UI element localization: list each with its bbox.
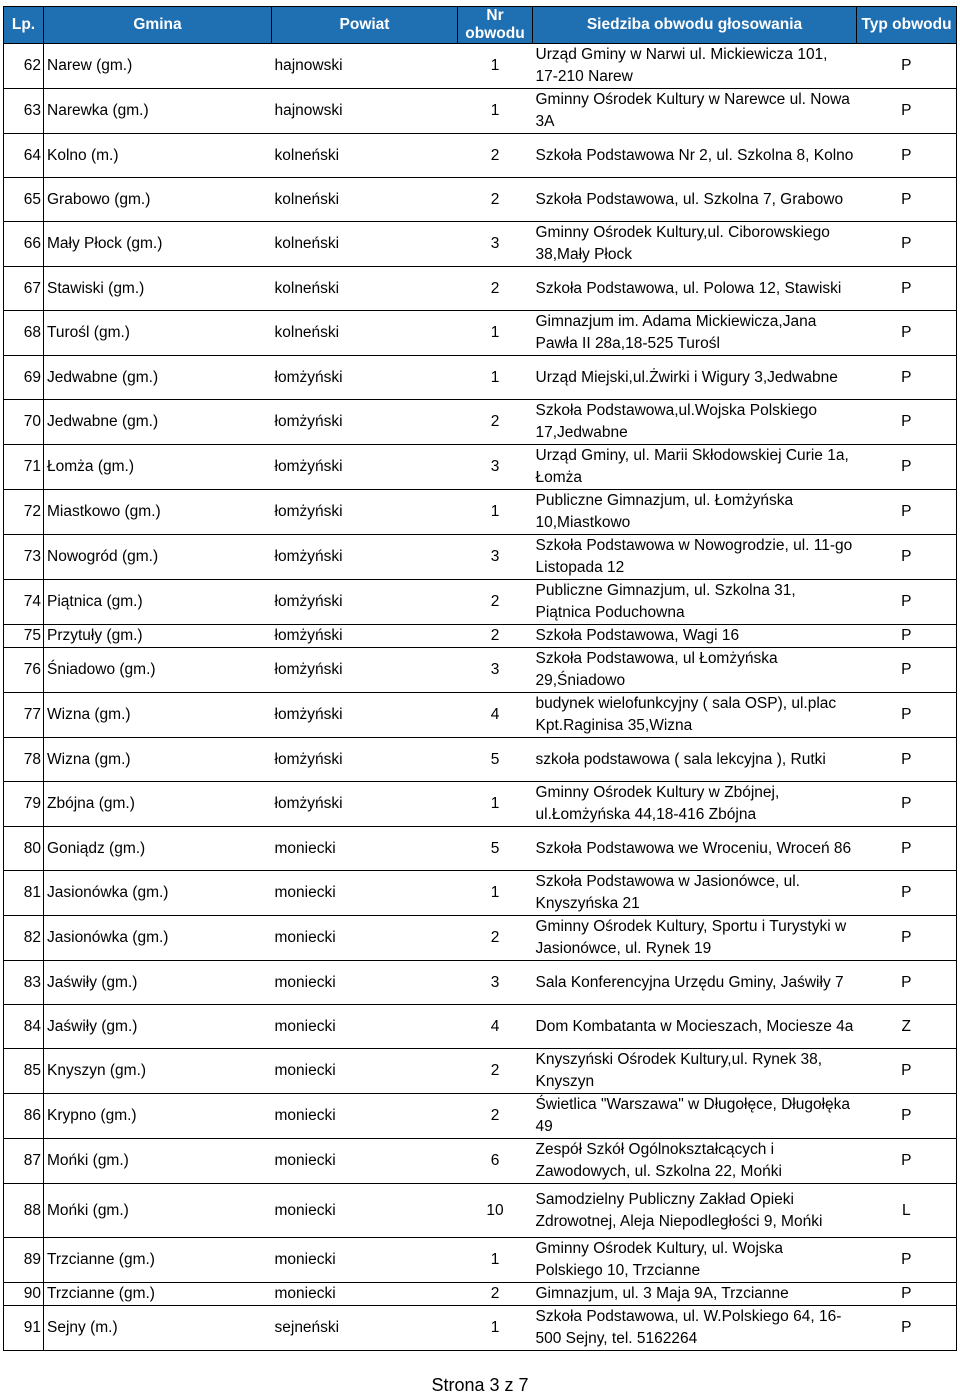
cell-lp: 87 [4,1139,44,1184]
cell-nr-obwodu: 1 [458,356,533,400]
cell-gmina: Knyszyn (gm.) [44,1049,272,1094]
cell-nr-obwodu: 4 [458,1005,533,1049]
cell-typ-obwodu: P [857,445,957,490]
header-lp: Lp. [4,7,44,44]
cell-typ-obwodu: P [857,89,957,134]
cell-siedziba: Gimnazjum, ul. 3 Maja 9A, Trzcianne [533,1283,857,1306]
cell-nr-obwodu: 2 [458,267,533,311]
cell-nr-obwodu: 3 [458,648,533,693]
cell-siedziba: Dom Kombatanta w Mocieszach, Mociesze 4a [533,1005,857,1049]
cell-nr-obwodu: 3 [458,445,533,490]
cell-gmina: Mońki (gm.) [44,1139,272,1184]
table-row [4,738,957,782]
cell-typ-obwodu: P [857,1139,957,1184]
cell-siedziba: Szkoła Podstawowa, ul. Szkolna 7, Grabowo [533,178,857,222]
cell-nr-obwodu: 2 [458,625,533,648]
cell-lp: 72 [4,490,44,535]
cell-lp: 90 [4,1283,44,1306]
cell-lp: 65 [4,178,44,222]
cell-powiat: łomżyński [272,782,458,827]
table-header-row [4,7,957,44]
cell-gmina: Trzcianne (gm.) [44,1283,272,1306]
cell-siedziba: Gimnazjum im. Adama Mickiewicza,Jana Pawła II 28a,18-525 Turośl [533,311,857,356]
cell-powiat: sejneński [272,1306,458,1351]
table-row [4,1238,957,1283]
cell-nr-obwodu: 1 [458,782,533,827]
cell-typ-obwodu: P [857,1283,957,1306]
cell-lp: 88 [4,1184,44,1238]
cell-siedziba: Szkoła Podstawowa w Jasionówce, ul. Knyszyńska 21 [533,871,857,916]
cell-nr-obwodu: 5 [458,738,533,782]
cell-powiat: kolneński [272,178,458,222]
cell-lp: 79 [4,782,44,827]
cell-typ-obwodu: P [857,1049,957,1094]
cell-nr-obwodu: 1 [458,1306,533,1351]
cell-gmina: Jasionówka (gm.) [44,916,272,961]
cell-powiat: moniecki [272,1094,458,1139]
cell-nr-obwodu: 1 [458,490,533,535]
cell-typ-obwodu: P [857,648,957,693]
cell-nr-obwodu: 2 [458,1094,533,1139]
cell-lp: 67 [4,267,44,311]
cell-gmina: Mońki (gm.) [44,1184,272,1238]
cell-siedziba: Szkoła Podstawowa, Wagi 16 [533,625,857,648]
cell-powiat: łomżyński [272,490,458,535]
cell-nr-obwodu: 1 [458,89,533,134]
cell-gmina: Kolno (m.) [44,134,272,178]
cell-nr-obwodu: 2 [458,134,533,178]
cell-gmina: Łomża (gm.) [44,445,272,490]
cell-gmina: Trzcianne (gm.) [44,1238,272,1283]
cell-lp: 69 [4,356,44,400]
cell-gmina: Narew (gm.) [44,44,272,89]
cell-siedziba: Zespół Szkół Ogólnokształcących i Zawodowych, ul. Szkolna 22, Mońki [533,1139,857,1184]
cell-powiat: łomżyński [272,648,458,693]
cell-typ-obwodu: P [857,961,957,1005]
polling-stations-table [3,6,957,1351]
header-powiat: Powiat [272,7,458,44]
cell-typ-obwodu: P [857,738,957,782]
cell-typ-obwodu: P [857,178,957,222]
table-row [4,490,957,535]
cell-powiat: kolneński [272,267,458,311]
table-row [4,693,957,738]
cell-siedziba: Urząd Miejski,ul.Żwirki i Wigury 3,Jedwabne [533,356,857,400]
cell-lp: 89 [4,1238,44,1283]
cell-typ-obwodu: P [857,490,957,535]
cell-nr-obwodu: 10 [458,1184,533,1238]
cell-typ-obwodu: P [857,580,957,625]
cell-nr-obwodu: 2 [458,580,533,625]
table-row [4,178,957,222]
table-row [4,827,957,871]
cell-gmina: Wizna (gm.) [44,693,272,738]
cell-gmina: Przytuły (gm.) [44,625,272,648]
cell-powiat: łomżyński [272,445,458,490]
cell-gmina: Jedwabne (gm.) [44,356,272,400]
table-row [4,1049,957,1094]
cell-typ-obwodu: P [857,535,957,580]
cell-gmina: Krypno (gm.) [44,1094,272,1139]
cell-siedziba: Szkoła Podstawowa Nr 2, ul. Szkolna 8, Kolno [533,134,857,178]
cell-powiat: kolneński [272,134,458,178]
cell-typ-obwodu: P [857,693,957,738]
cell-lp: 80 [4,827,44,871]
table-row [4,134,957,178]
cell-gmina: Jedwabne (gm.) [44,400,272,445]
cell-nr-obwodu: 2 [458,1283,533,1306]
cell-lp: 81 [4,871,44,916]
cell-siedziba: Gminny Ośrodek Kultury, ul. Wojska Polskiego 10, Trzcianne [533,1238,857,1283]
header-siedziba: Siedziba obwodu głosowania [533,7,857,44]
cell-siedziba: Publiczne Gimnazjum, ul. Szkolna 31, Piątnica Poduchowna [533,580,857,625]
cell-lp: 73 [4,535,44,580]
cell-gmina: Wizna (gm.) [44,738,272,782]
cell-nr-obwodu: 6 [458,1139,533,1184]
cell-typ-obwodu: P [857,1306,957,1351]
cell-siedziba: Publiczne Gimnazjum, ul. Łomżyńska 10,Miastkowo [533,490,857,535]
cell-gmina: Mały Płock (gm.) [44,222,272,267]
table-row [4,1306,957,1351]
cell-gmina: Piątnica (gm.) [44,580,272,625]
cell-lp: 71 [4,445,44,490]
cell-typ-obwodu: P [857,827,957,871]
cell-nr-obwodu: 3 [458,961,533,1005]
cell-typ-obwodu: Z [857,1005,957,1049]
table-row [4,535,957,580]
cell-nr-obwodu: 2 [458,916,533,961]
header-gmina: Gmina [44,7,272,44]
cell-gmina: Stawiski (gm.) [44,267,272,311]
cell-lp: 62 [4,44,44,89]
cell-siedziba: Gminny Ośrodek Kultury w Zbójnej, ul.Łomżyńska 44,18-416 Zbójna [533,782,857,827]
cell-gmina: Śniadowo (gm.) [44,648,272,693]
cell-lp: 85 [4,1049,44,1094]
cell-lp: 84 [4,1005,44,1049]
cell-typ-obwodu: P [857,871,957,916]
cell-typ-obwodu: P [857,267,957,311]
cell-powiat: moniecki [272,1139,458,1184]
cell-gmina: Jaświły (gm.) [44,961,272,1005]
cell-lp: 66 [4,222,44,267]
cell-typ-obwodu: P [857,356,957,400]
cell-powiat: moniecki [272,871,458,916]
cell-powiat: moniecki [272,1049,458,1094]
cell-nr-obwodu: 5 [458,827,533,871]
cell-powiat: hajnowski [272,44,458,89]
cell-siedziba: Urząd Gminy, ul. Marii Skłodowskiej Curie 1a, Łomża [533,445,857,490]
table-row [4,445,957,490]
cell-powiat: łomżyński [272,580,458,625]
table-row [4,1283,957,1306]
cell-powiat: moniecki [272,1184,458,1238]
cell-nr-obwodu: 1 [458,311,533,356]
cell-lp: 70 [4,400,44,445]
cell-typ-obwodu: P [857,222,957,267]
cell-lp: 86 [4,1094,44,1139]
cell-powiat: łomżyński [272,625,458,648]
table-row [4,1094,957,1139]
table-row [4,871,957,916]
header-typ-obwodu: Typ obwodu [857,7,957,44]
table-row [4,648,957,693]
cell-nr-obwodu: 2 [458,178,533,222]
table-row [4,782,957,827]
cell-lp: 91 [4,1306,44,1351]
cell-typ-obwodu: P [857,311,957,356]
cell-powiat: łomżyński [272,356,458,400]
table-row [4,1005,957,1049]
cell-gmina: Goniądz (gm.) [44,827,272,871]
cell-lp: 75 [4,625,44,648]
cell-powiat: moniecki [272,916,458,961]
table-row [4,222,957,267]
cell-nr-obwodu: 1 [458,44,533,89]
cell-lp: 78 [4,738,44,782]
cell-nr-obwodu: 1 [458,1238,533,1283]
cell-siedziba: Sala Konferencyjna Urzędu Gminy, Jaświły 7 [533,961,857,1005]
cell-powiat: łomżyński [272,535,458,580]
cell-siedziba: Świetlica "Warszawa" w Długołęce, Długołęka 49 [533,1094,857,1139]
cell-powiat: moniecki [272,827,458,871]
cell-powiat: łomżyński [272,693,458,738]
cell-lp: 74 [4,580,44,625]
table-row [4,400,957,445]
cell-gmina: Jasionówka (gm.) [44,871,272,916]
cell-siedziba: Urząd Gminy w Narwi ul. Mickiewicza 101, 17-210 Narew [533,44,857,89]
cell-typ-obwodu: P [857,1094,957,1139]
cell-typ-obwodu: P [857,625,957,648]
cell-gmina: Nowogród (gm.) [44,535,272,580]
cell-nr-obwodu: 2 [458,400,533,445]
cell-powiat: moniecki [272,1238,458,1283]
cell-nr-obwodu: 4 [458,693,533,738]
cell-gmina: Miastkowo (gm.) [44,490,272,535]
cell-lp: 82 [4,916,44,961]
table-row [4,961,957,1005]
cell-lp: 63 [4,89,44,134]
cell-siedziba: Szkoła Podstawowa, ul. W.Polskiego 64, 16-500 Sejny, tel. 5162264 [533,1306,857,1351]
cell-lp: 76 [4,648,44,693]
cell-lp: 83 [4,961,44,1005]
table-row [4,1139,957,1184]
cell-nr-obwodu: 3 [458,222,533,267]
cell-lp: 64 [4,134,44,178]
cell-typ-obwodu: L [857,1184,957,1238]
cell-siedziba: Szkoła Podstawowa w Nowogrodzie, ul. 11-go Listopada 12 [533,535,857,580]
cell-siedziba: szkoła podstawowa ( sala lekcyjna ), Rutki [533,738,857,782]
cell-typ-obwodu: P [857,400,957,445]
table-row [4,311,957,356]
cell-siedziba: Gminny Ośrodek Kultury w Narewce ul. Nowa 3A [533,89,857,134]
page-footer: Strona 3 z 7 [431,1375,529,1395]
cell-typ-obwodu: P [857,782,957,827]
cell-siedziba: Szkoła Podstawowa we Wroceniu, Wroceń 86 [533,827,857,871]
cell-typ-obwodu: P [857,1238,957,1283]
cell-nr-obwodu: 1 [458,871,533,916]
cell-siedziba: Samodzielny Publiczny Zakład Opieki Zdrowotnej, Aleja Niepodległości 9, Mońki [533,1184,857,1238]
cell-nr-obwodu: 2 [458,1049,533,1094]
cell-typ-obwodu: P [857,44,957,89]
cell-gmina: Narewka (gm.) [44,89,272,134]
cell-powiat: łomżyński [272,400,458,445]
cell-powiat: moniecki [272,1283,458,1306]
cell-typ-obwodu: P [857,916,957,961]
cell-siedziba: Szkoła Podstawowa, ul Łomżyńska 29,Śniadowo [533,648,857,693]
cell-typ-obwodu: P [857,134,957,178]
table-row [4,267,957,311]
table-row [4,916,957,961]
cell-gmina: Sejny (m.) [44,1306,272,1351]
cell-nr-obwodu: 3 [458,535,533,580]
cell-gmina: Grabowo (gm.) [44,178,272,222]
cell-powiat: moniecki [272,1005,458,1049]
cell-siedziba: Knyszyński Ośrodek Kultury,ul. Rynek 38, Knyszyn [533,1049,857,1094]
table-row [4,1184,957,1238]
header-nr-obwodu: Nr obwodu [458,7,533,44]
cell-siedziba: Szkoła Podstawowa,ul.Wojska Polskiego 17,Jedwabne [533,400,857,445]
cell-gmina: Turośl (gm.) [44,311,272,356]
cell-powiat: moniecki [272,961,458,1005]
table-row [4,580,957,625]
table-row [4,89,957,134]
cell-gmina: Jaświły (gm.) [44,1005,272,1049]
cell-gmina: Zbójna (gm.) [44,782,272,827]
cell-powiat: kolneński [272,222,458,267]
cell-siedziba: Szkoła Podstawowa, ul. Polowa 12, Stawiski [533,267,857,311]
table-row [4,44,957,89]
cell-powiat: kolneński [272,311,458,356]
cell-powiat: łomżyński [272,738,458,782]
cell-lp: 77 [4,693,44,738]
cell-siedziba: Gminny Ośrodek Kultury,ul. Ciborowskiego 38,Mały Płock [533,222,857,267]
cell-siedziba: Gminny Ośrodek Kultury, Sportu i Turystyki w Jasionówce, ul. Rynek 19 [533,916,857,961]
table-row [4,356,957,400]
table-row [4,625,957,648]
cell-lp: 68 [4,311,44,356]
cell-siedziba: budynek wielofunkcyjny ( sala OSP), ul.plac Kpt.Raginisa 35,Wizna [533,693,857,738]
cell-powiat: hajnowski [272,89,458,134]
